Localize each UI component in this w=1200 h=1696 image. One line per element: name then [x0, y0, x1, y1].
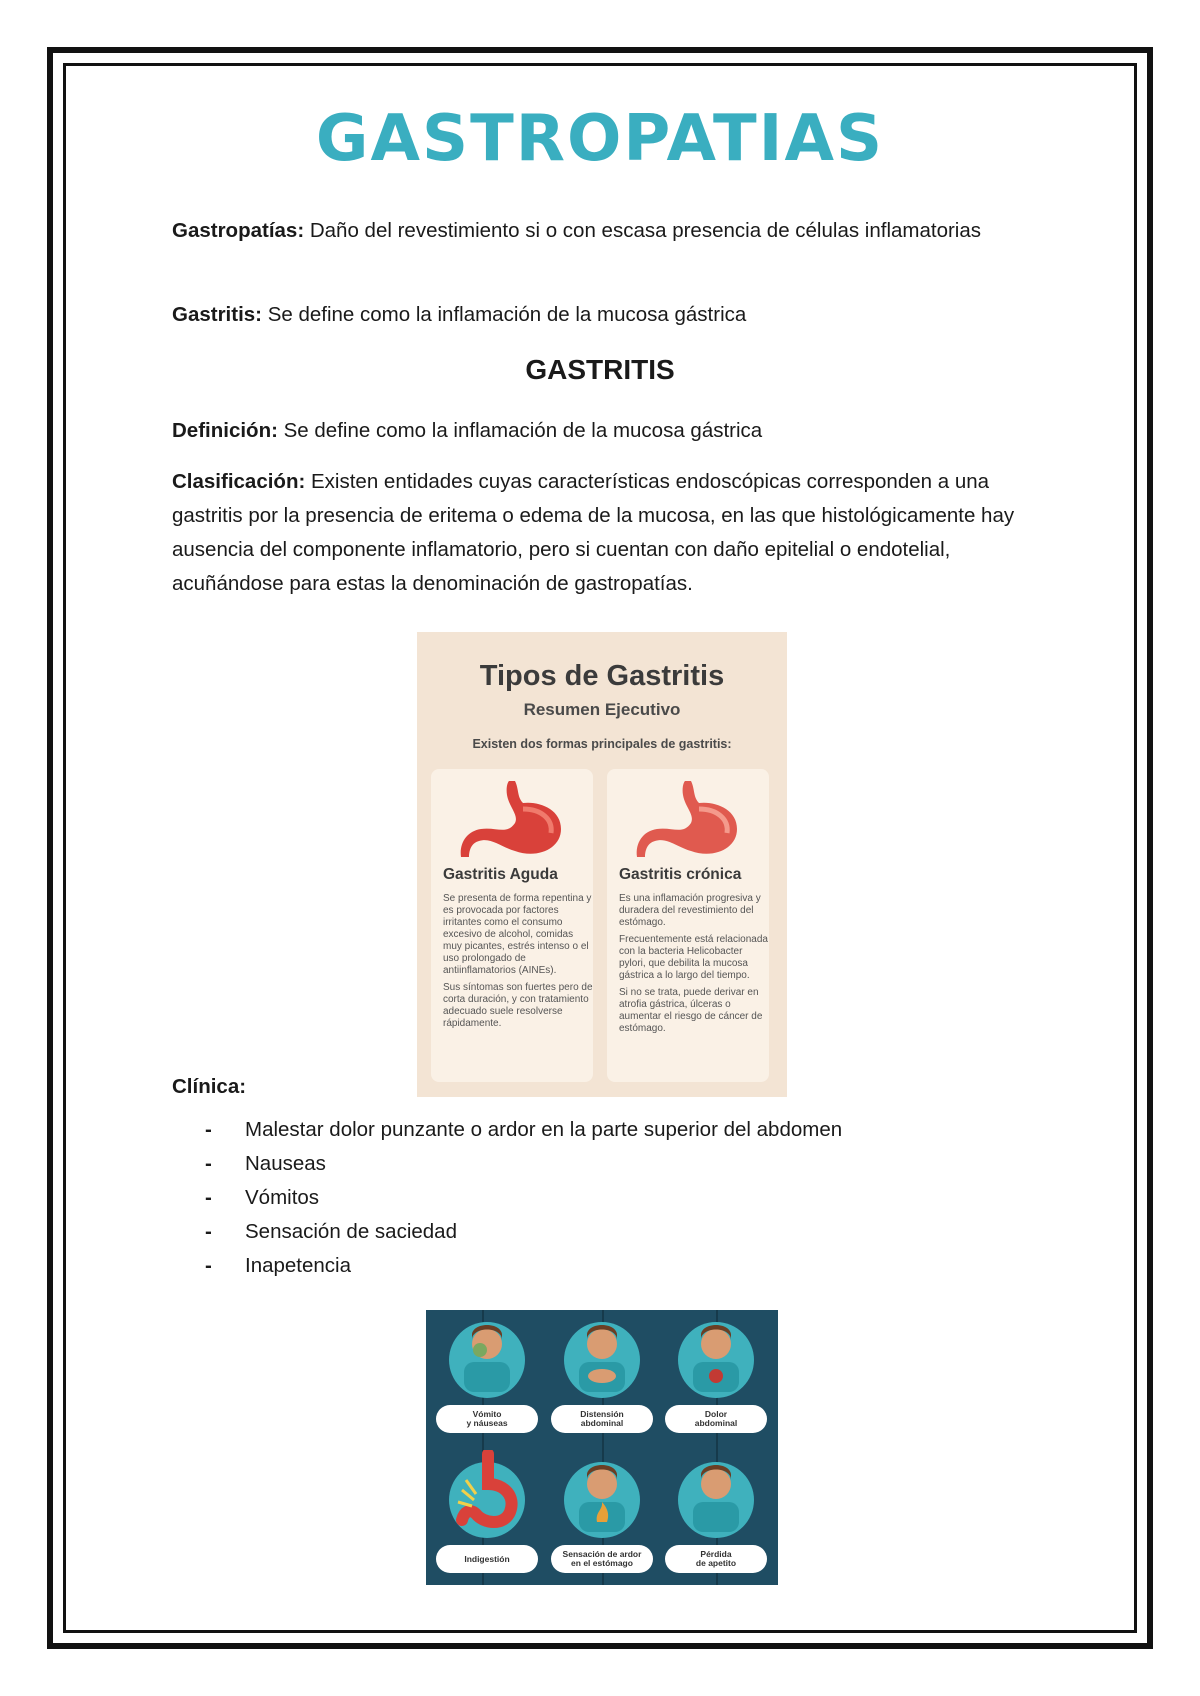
symptom-label: [665, 1405, 767, 1433]
chronic-paragraph: Si no se trata, puede derivar en atrofia gástrica, úlceras o aumentar el riesgo de cáncer de estómago.: [619, 987, 763, 1034]
term-label: Gastropatías:: [172, 219, 305, 242]
term-text: Existen entidades cuyas características endoscópicas corresponden a una gastritis por la presencia de eritema o edema de la mucosa, en las que histológicamente hay ausencia del componente inflamatorio, pero si cuentan con daño epitelial o endotelial, acuñándose para estas la denominación de gastropatías.: [172, 470, 1015, 595]
label-line: Sensación de ardor: [562, 1549, 642, 1559]
term-label: Gastritis:: [172, 303, 262, 326]
acute-paragraph: Sus síntomas son fuertes pero de corta duración, y con tratamiento adecuado suele resolverse rápidamente.: [443, 982, 593, 1029]
symptom-label: [551, 1545, 653, 1573]
acute-paragraph: Se presenta de forma repentina y es provocada por factores irritantes como el consumo excesivo de alcohol, comidas muy picantes, estrés intenso o el uso prolongado de antiinflamatorios (AINEs).: [443, 893, 592, 976]
list-item: - Nauseas: [205, 1147, 842, 1181]
label-line: Distensión: [580, 1409, 624, 1419]
classification-paragraph: [172, 465, 1042, 601]
acute-body: [443, 893, 593, 1035]
label-line: abdominal: [580, 1418, 624, 1428]
gastropatias-definition: [172, 214, 1042, 248]
list-item: - Inapetencia: [205, 1249, 842, 1283]
symptom-vomit: [438, 1310, 536, 1428]
chronic-gastritis-card: [607, 769, 769, 1082]
document-title: GASTROPATIAS: [315, 102, 885, 176]
label-line: Pérdida: [700, 1549, 732, 1559]
person-icon: [559, 1450, 645, 1540]
clinic-heading: Clínica:: [172, 1075, 247, 1098]
stomach-icon: [444, 1450, 530, 1540]
infographic-title: Tipos de Gastritis: [479, 660, 725, 692]
symptom-label: [665, 1545, 767, 1573]
chronic-heading: Gastritis crónica: [619, 866, 742, 883]
label-line: y náuseas: [466, 1418, 508, 1428]
label-line: de apetito: [695, 1558, 737, 1568]
symptom-appetite-loss: [667, 1450, 765, 1568]
symptoms-infographic: [426, 1310, 778, 1585]
list-item: - Vómitos: [205, 1181, 842, 1215]
label-line: abdominal: [694, 1418, 738, 1428]
term-text: Se define como la inflamación de la mucosa gástrica: [277, 419, 763, 442]
label-line: Dolor: [704, 1409, 728, 1419]
chronic-paragraph: Es una inflamación progresiva y duradera del revestimiento del estómago.: [619, 893, 761, 928]
list-item: - Malestar dolor punzante o ardor en la parte superior del abdomen: [205, 1113, 842, 1147]
person-icon: [673, 1450, 759, 1540]
person-icon: [673, 1310, 759, 1400]
symptom-label: [551, 1405, 653, 1433]
symptom-indigestion: [438, 1450, 536, 1564]
clinic-list: [205, 1113, 842, 1283]
term-label: Definición:: [172, 419, 278, 442]
symptom-label: [436, 1405, 538, 1433]
list-item: - Sensación de saciedad: [205, 1215, 842, 1249]
infographic-subtitle: Resumen Ejecutivo: [523, 700, 681, 719]
symptom-distension: [553, 1310, 651, 1428]
term-label: Clasificación:: [172, 470, 306, 493]
term-text: Daño del revestimiento si o con escasa presencia de células inflamatorias: [304, 219, 982, 242]
acute-heading: Gastritis Aguda: [443, 866, 558, 883]
stomach-icon: [457, 779, 567, 861]
acute-gastritis-card: [431, 769, 593, 1082]
definition-paragraph: [172, 414, 1042, 448]
symptom-burning: [553, 1450, 651, 1568]
person-icon: [444, 1310, 530, 1400]
label-line: Vómito: [472, 1409, 502, 1419]
symptom-label: [436, 1545, 538, 1573]
person-icon: [559, 1310, 645, 1400]
label-line: Indigestión: [464, 1553, 510, 1564]
section-title: GASTRITIS: [525, 354, 675, 385]
term-text: Se define como la inflamación de la mucosa gástrica: [262, 303, 747, 326]
label-line: en el estómago: [571, 1558, 633, 1568]
chronic-paragraph: Frecuentemente está relacionada con la bacteria Helicobacter pylori, que debilita la mucosa gástrica a lo largo del tiempo.: [619, 934, 768, 981]
infographic-lead: Existen dos formas principales de gastritis:: [472, 737, 732, 751]
chronic-body: [619, 893, 769, 1040]
stomach-icon: [633, 779, 743, 861]
symptom-pain: [667, 1310, 765, 1428]
gastritis-definition: [172, 298, 1042, 332]
gastritis-types-infographic: [417, 632, 787, 1097]
